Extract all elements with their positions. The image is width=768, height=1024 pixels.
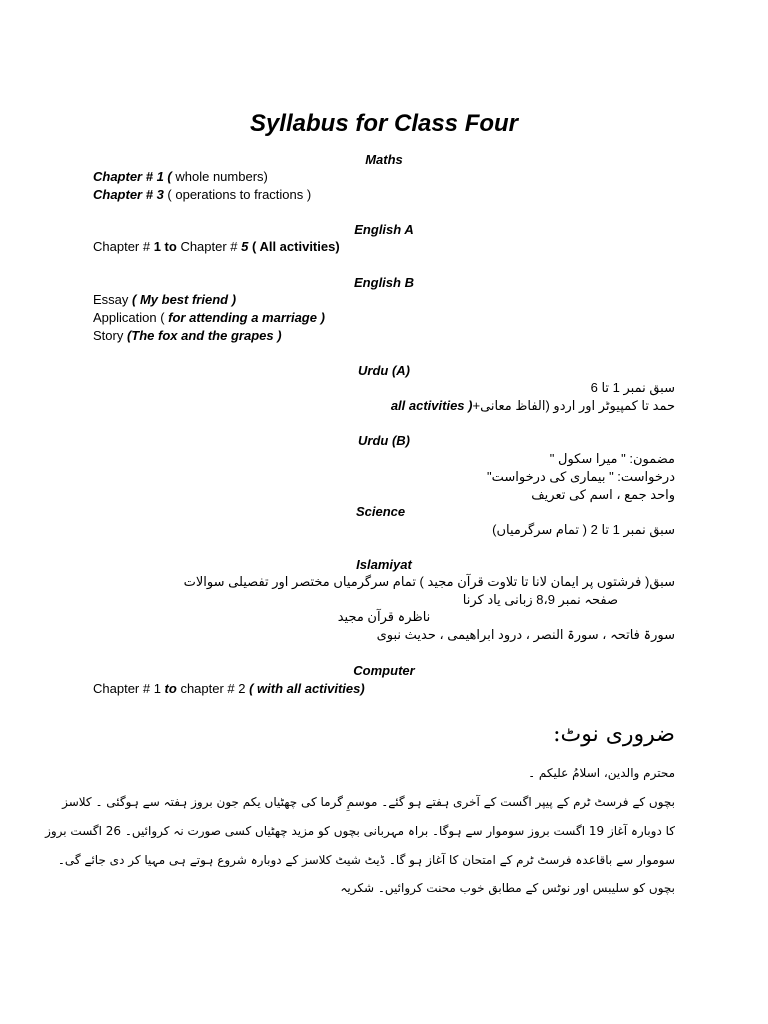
note-line-4: سوموار سے باقاعدہ فرسٹ ٹرم کے امتحان کا آغاز ہو گا۔ ڈیٹ شیٹ کلاسز کے دوبارہ شروع ہوتے ہی مہیا کر دی جائے گی۔ xyxy=(57,853,675,867)
maths-chapter-1-line xyxy=(93,169,268,184)
note-line-1: محترم والدین، اسلامُ علیکم ۔ xyxy=(528,766,675,780)
science-line-1: سبق نمبر 1 تا 2 ( تمام سرگرمیاں) xyxy=(492,522,675,537)
application-label: Application ( xyxy=(93,310,169,325)
english-a-part-2: 1 to xyxy=(153,239,177,254)
islamiyat-line-3: ناظرہ قرآن مجید xyxy=(337,609,431,624)
english-a-heading: English A xyxy=(354,222,414,237)
english-b-application-line xyxy=(93,310,325,325)
page-title: Syllabus for Class Four xyxy=(249,110,519,137)
english-a-chapters-line xyxy=(93,239,340,254)
computer-part-2: to xyxy=(164,681,177,696)
urdu-a-line-1: سبق نمبر 1 تا 6 xyxy=(590,380,675,395)
english-a-part-4: 5 xyxy=(241,239,249,254)
note-line-2: بچوں کے فرسٹ ٹرم کے پیپر اگست کے آخری ہفتے ہو گئے۔ موسمِ گرما کی چھٹیاں یکم جون بروز ہفتہ سے ہوگئی ۔ کلاسز xyxy=(62,795,675,809)
computer-heading: Computer xyxy=(353,663,415,678)
maths-chapter-3-label: Chapter # 3 xyxy=(93,187,164,202)
english-b-essay-line xyxy=(93,292,236,307)
computer-chapters-line xyxy=(93,681,365,696)
english-a-part-5: ( All activities) xyxy=(248,239,340,254)
story-label: Story xyxy=(93,328,127,343)
english-b-story-line xyxy=(93,328,282,343)
urdu-a-line-2 xyxy=(387,398,675,414)
urdu-a-line-2-english: all activities ) xyxy=(387,398,473,413)
urdu-a-heading: Urdu (A) xyxy=(358,363,410,378)
story-value: (The fox and the grapes ) xyxy=(126,328,282,343)
urdu-a-line-2-urdu: حمد تا کمپیوٹر اور اردو (الفاظ معانی+ xyxy=(472,398,675,413)
computer-part-4: ( with all activities) xyxy=(249,681,365,696)
urdu-b-line-2: درخواست: " بیماری کی درخواست" xyxy=(487,469,675,484)
islamiyat-heading: Islamiyat xyxy=(356,557,412,572)
maths-chapter-1-label: Chapter # 1 ( xyxy=(93,169,172,184)
note-line-3: کا دوبارہ آغاز 19 اگست بروز سوموار سے ہوگا۔ براہ مہربانی بچوں کو مزید چھٹیاں کسی صورت نہ کروائیں۔ 26 اگست بروز xyxy=(45,824,675,838)
maths-chapter-3-topic: ( operations to fractions ) xyxy=(163,187,312,202)
islamiyat-line-2: صفحہ نمبر 8،9 زبانی یاد کرنا xyxy=(462,592,618,607)
urdu-b-heading: Urdu (B) xyxy=(358,433,410,448)
essay-label: Essay xyxy=(93,292,133,307)
maths-heading: Maths xyxy=(365,152,403,167)
english-a-part-1: Chapter # xyxy=(93,239,154,254)
english-a-part-3: Chapter # xyxy=(176,239,242,254)
note-line-5: بچوں کو سلیبس اور نوٹس کے مطابق خوب محنت کروائیں۔ شکریہ xyxy=(340,881,675,895)
essay-value: ( My best friend ) xyxy=(132,292,237,307)
urdu-b-line-1: مضمون: " میرا سکول " xyxy=(549,451,675,466)
english-b-heading: English B xyxy=(354,275,414,290)
note-title: ضروری نوٹ: xyxy=(553,722,675,747)
application-value: for attending a marriage ) xyxy=(168,310,325,325)
islamiyat-line-1: سبق( فرشتوں پر ایمان لانا تا تلاوت قرآن مجید ) تمام سرگرمیاں مختصر اور تفصیلی سوالات xyxy=(183,574,675,589)
computer-part-3: chapter # 2 xyxy=(176,681,250,696)
islamiyat-line-4: سورۃ فاتحہ ، سورۃ النصر ، درود ابراھیمی ، حدیث نبوی xyxy=(376,627,675,642)
science-heading: Science xyxy=(356,504,406,519)
maths-chapter-1-topic: whole numbers) xyxy=(171,169,268,184)
computer-part-1: Chapter # 1 xyxy=(93,681,165,696)
urdu-b-line-3: واحد جمع ، اسم کی تعریف xyxy=(531,487,675,502)
maths-chapter-3-line xyxy=(93,187,311,202)
